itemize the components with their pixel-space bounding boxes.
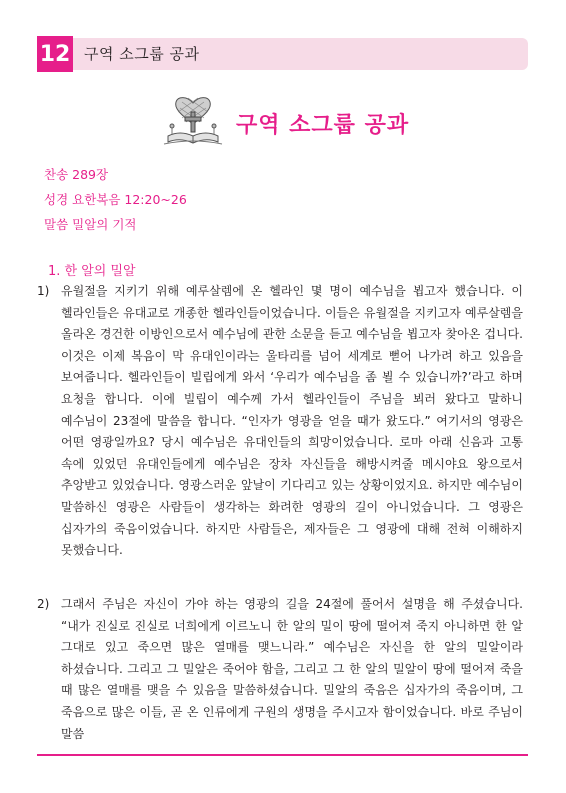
paragraph-text: 그래서 주님은 자신이 가야 하는 영광의 길을 24절에 풀어서 설명을 해 주셨습니다. “내가 진실로 진실로 너희에게 이르노니 한 알의 밀이 땅에 떨어져 죽지 아니하면 한 알 그대로 있고 죽으면 많은 열매를 맺느니라.” 예수님은 자신을 한 알의 밀알이라 하셨습니다. 그리고 그 밀알은 죽어야 함을, 그리고 그 한 알의 밀알이 땅에 떨어져 죽을 때 많은 열매를 맺을 수 있음을 말씀하셨습니다. 밀알의 죽음은 십자가의 죽음이며, 그 죽음으로 많은 이들, 곧 온 인류에게 구원의 생명을 주시고자 함이었습니다. 바로 주님이 말씀: [61, 597, 523, 741]
heart-cross-open-bible-emblem-icon: [160, 94, 226, 150]
hymn-line: 찬송 289장: [44, 167, 109, 182]
header-title: 구역 소그룹 공과: [84, 45, 200, 63]
chapter-number-badge: 12: [37, 36, 73, 72]
paragraph-1: [37, 281, 523, 562]
bottom-divider: [37, 754, 528, 756]
paragraph-text: 유월절을 지키기 위해 예루살렘에 온 헬라인 몇 명이 예수님을 뵙고자 했습니다. 이 헬라인들은 유대교로 개종한 헬라인들이었습니다. 이들은 유월절을 지키고자 예루살렘을 올라온 경건한 이방인으로서 예수님에 관한 소문을 듣고 예수님을 뵙고자 찾아온 겁니다. 이것은 이제 복음이 막 유대인이라는 울타리를 넘어 세계로 뻗어 나가려 하고 있음을 보여줍니다. 헬라인들이 빌립에게 와서 ‘우리가 예수님을 좀 뵐 수 있습니까?’라고 하며 요청을 합니다. 이에 빌립이 예수께 가서 헬라인들이 주님을 뵈러 왔다고 말하니 예수님이 23절에 말씀을 합니다. “인자가 영광을 얻을 때가 왔도다.” 여기서의 영광은 어떤 영광일까요? 당시 예수님은 유대인들의 희망이었습니다. 로마 아래 신음과 고통 속에 있었던 유대인들에게 예수님은 장차 자신들을 해방시켜줄 메시야요 왕으로서 추앙받고 있었습니다. 영광스러운 앞날이 기다리고 있는 상황이었지요. 하지만 예수님이 말씀하신 영광은 사람들이 생각하는 화려한 영광의 길이 아니었습니다. 그 영광은 십자가의 죽음이었습니다. 하지만 사람들은, 제자들은 그 영광에 대해 전혀 이해하지 못했습니다.: [61, 284, 523, 558]
scripture-line: 성경 요한복음 12:20~26: [44, 192, 187, 207]
message-line: 말씀 밀알의 기적: [44, 217, 137, 232]
paragraph-2: [37, 594, 523, 745]
paragraph-number: 2): [37, 597, 50, 611]
section-heading: 1. 한 알의 밀알: [48, 264, 136, 279]
paragraph-number: 1): [37, 284, 50, 298]
main-title: 구역 소그룹 공과: [236, 113, 410, 138]
